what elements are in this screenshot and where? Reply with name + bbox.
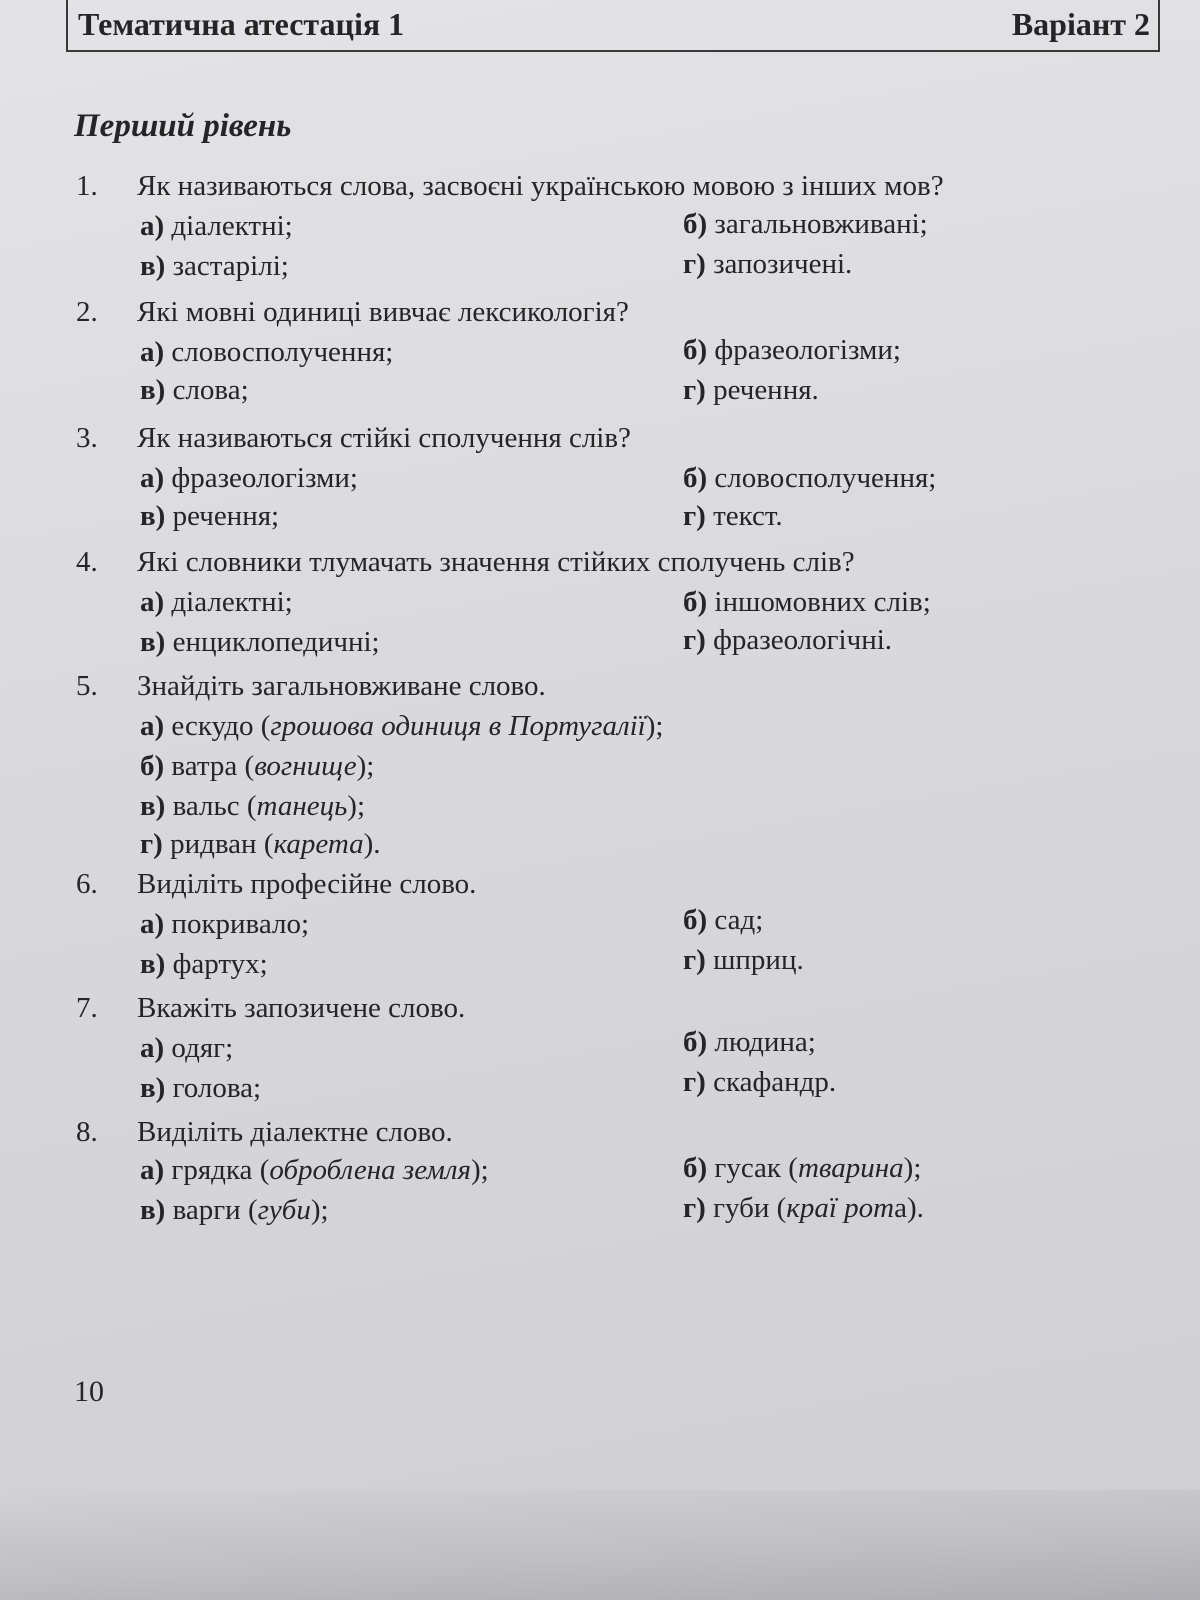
section-title: Тематична атестація 1 [78,5,405,42]
option-a: а) фразеологізми; [140,462,358,494]
option-b: б) словосполучення; [683,462,937,494]
option-a: а) одяг; [140,1032,234,1064]
question-number: 2. [76,296,98,328]
question-text: Як називаються слова, засвоєні українською мовою з інших мов? [137,170,944,202]
question-text: Виділіть професійне слово. [137,868,477,900]
option-g: г) запозичені. [683,248,853,280]
option-g: г) шприц. [683,944,804,976]
option-a: а) ескудо (грошова одиниця в Португалії); [140,710,664,742]
question-number: 4. [76,546,98,578]
question-number: 3. [76,422,98,454]
question-text: Вкажіть запозичене слово. [137,992,466,1024]
option-g: г) фразеологічні. [683,624,893,656]
question-number: 7. [76,992,98,1024]
option-a: а) словосполучення; [140,336,394,368]
option-v: в) фартух; [140,948,268,980]
question-text: Знайдіть загальновживане слово. [137,670,546,702]
option-b: б) людина; [683,1026,816,1058]
page-number: 10 [74,1375,104,1408]
option-v: в) речення; [140,500,280,532]
option-a: а) покривало; [140,908,310,940]
option-v: в) варги (губи); [140,1194,329,1226]
option-v: в) слова; [140,374,249,406]
level-title: Перший рівень [74,108,292,144]
question-number: 5. [76,670,98,702]
question-text: Які мовні одиниці вивчає лексикологія? [137,296,629,328]
question-number: 8. [76,1116,98,1148]
question-number: 6. [76,868,98,900]
question-text: Виділіть діалектне слово. [137,1116,453,1148]
question-text: Які словники тлумачать значення стійких сполучень слів? [137,546,855,578]
option-b: б) сад; [683,904,764,936]
option-v: в) вальс (танець); [140,790,365,822]
question-number: 1. [76,170,98,202]
option-a: а) грядка (оброблена земля); [140,1154,489,1186]
option-b: б) загальновживані; [683,208,928,240]
question-text: Як називаються стійкі сполучення слів? [137,422,631,454]
option-v: в) голова; [140,1072,262,1104]
variant-label: Варіант 2 [1011,5,1150,42]
option-v: в) застарілі; [140,250,289,282]
page-header [66,0,1160,52]
option-v: в) енциклопедичні; [140,626,380,658]
option-b: б) ватра (вогнище); [140,750,375,782]
option-b: б) гусак (тварина); [683,1152,922,1184]
option-b: б) іншомовних слів; [683,586,931,618]
option-g: г) губи (краї рота). [683,1192,924,1224]
option-g: г) текст. [683,500,783,532]
option-g: г) скафандр. [683,1066,837,1098]
page-shadow [0,1490,1200,1600]
option-a: а) діалектні; [140,210,293,242]
option-g: г) ридван (карета). [140,828,381,860]
option-a: а) діалектні; [140,586,293,618]
option-g: г) речення. [683,374,819,406]
option-b: б) фразеологізми; [683,334,901,366]
